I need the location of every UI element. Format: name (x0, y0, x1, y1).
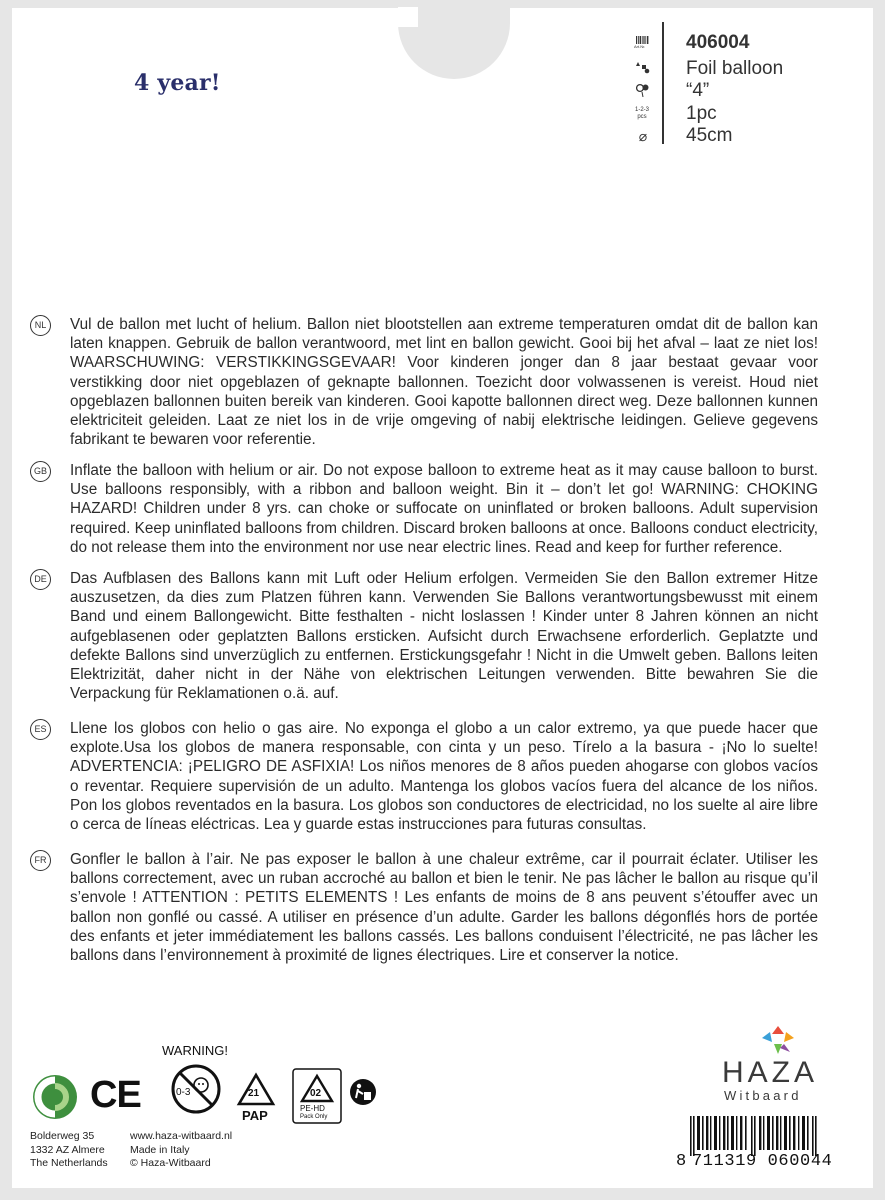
haza-logo (720, 1024, 830, 1104)
art-nr-label: Art.Nr. (634, 44, 646, 49)
lang-badge-de: DE (30, 569, 51, 590)
brand-name: HAZA (722, 1056, 819, 1089)
lang-badge-fr: FR (30, 850, 51, 871)
pcs-icon-label: 1-2-3 pcs (634, 107, 649, 120)
spec-row-model (634, 80, 710, 102)
spec-row-size (634, 125, 733, 147)
instructions-fr: Gonfler le ballon à l’air. Ne pas exposer le ballon à une chaleur extrême, car il pourrait éclater. Utiliser les ballons correctement, avec un ruban accroché au ballon et bien le tenir. Ne pas lâcher le ballon au risque qu’il s’envole ! ATTENTION : PETITS ELEMENTS ! Les enfants de moins de 8 ans peuvent s’étouffer avec un ballon non gonflé ou cassé. A utiliser en présence d’un adulte. Garder les ballons dégonflés hors de portée des enfants et jeter immédiatement les ballons cassés. Les ballons conduisent l’électricité, ne pas lâcher les ballons dans l’environnement à proximité de lignes électriques. Lire et conserver la notice. (70, 851, 818, 965)
quantity: 1pc (686, 103, 717, 124)
web-line2: Made in Italy (130, 1143, 190, 1156)
web-line3: © Haza-Witbaard (130, 1157, 211, 1169)
article-number: 406004 (686, 32, 750, 53)
warning-label: WARNING! (162, 1043, 228, 1058)
brand-sub: Witbaard (724, 1088, 802, 1103)
product-title: 4 year! (134, 70, 221, 96)
product-model: “4” (686, 80, 710, 101)
pehd-number: 02 (310, 1088, 322, 1099)
green-dot-icon (32, 1074, 78, 1125)
pehd-sub: Pack Only (300, 1114, 328, 1120)
haza-logo-mark (756, 1024, 800, 1058)
spec-divider (662, 22, 664, 144)
pap-label: PAP (242, 1108, 268, 1123)
size: 45cm (686, 125, 733, 146)
shapes-icon (634, 62, 652, 77)
packaging-card (12, 8, 873, 1188)
address-line1: Bolderweg 35 (30, 1130, 95, 1142)
web-line1: www.haza-witbaard.nl (130, 1130, 233, 1142)
ce-mark-icon: CE (90, 1074, 141, 1116)
spec-row-quantity (634, 103, 717, 125)
lang-badge-es: ES (30, 719, 51, 740)
barcode-digits: 711319 060044 (692, 1152, 833, 1171)
barcode-first-digit: 8 (676, 1152, 687, 1171)
pap-number: 21 (248, 1088, 260, 1099)
pehd-label: PE-HD (300, 1104, 325, 1113)
spec-row-type (634, 58, 784, 80)
lang-badge-nl: NL (30, 315, 51, 336)
instructions-de: Das Aufblasen des Ballons kann mit Luft oder Helium erfolgen. Vermeiden Sie den Ballon extremer Hitze auszusetzen, da dies zum Platzen führen kann. Verwenden Sie Ballons verantwortungsbewusst mit einem Band und einem Ballongewicht. Bitte festhalten - nicht loslassen ! Kinder unter 8 Jahren können an nicht aufgeblasenen oder geplatzten Ballons ersticken. Aufsicht durch Erwachsene erforderlich. Geplatzte und defekte Ballons sind unverzüglich zu entfernen. Erstickungsgefahr ! Nicht in die Umwelt geben. Ballons leiten Elektrizität, daher nicht in der Nähe von elektrischen Leitungen verwenden. Bitte bewahren Sie die Verpackung für Reklamationen o.ä. auf. (70, 570, 818, 703)
balloon-icon (634, 83, 652, 100)
instructions-es: Llene los globos con helio o gas aire. No exponga el globo a un calor extremo, ya que puede hacer que explote.Usa los globos de manera responsable, con cinta y un peso. Tírelo a la basura - ¡No lo suelte! ADVERTENCIA: ¡PELIGRO DE ASFIXIA! Los niños menores de 8 años pueden ahogarse con globos vacíos o reventar. Requiere supervisión de un adulto. Mantenga los globos vacíos fuera del alcance de los niños. Pon los globos reventados en la basura. Los globos son conductores de electricidad, no los suelte al aire libre o cerca de líneas eléctricas. Lea y guarde estas instrucciones para futuras consultas. (70, 720, 818, 834)
hang-hole (398, 7, 510, 79)
spec-row-article (634, 32, 750, 54)
lang-badge-gb: GB (30, 461, 51, 482)
address-block (30, 1130, 108, 1171)
instructions-gb: Inflate the balloon with helium or air. Do not expose balloon to extreme heat as it may cause balloon to burst. Use balloons responsibly, with a ribbon and balloon weight. Bin it – don’t let go! WARNING: CHOKING HAZARD! Children under 8 yrs. can choke or suffocate on uninflated or broken balloons. Adult supervision required. Keep uninflated balloons from children. Discard broken balloons at once. Balloons conduct electricity, do not release them into the environment nor use near electric lines. Read and keep for further reference. (70, 462, 818, 556)
tidyman-icon (349, 1078, 377, 1111)
instructions-nl: Vul de ballon met lucht of helium. Ballon niet blootstellen aan extreme temperaturen omdat dit de ballon kan laten knappen. Gebruik de ballon verantwoord, met lint en ballon gewicht. Gooi bij het afval – laat ze niet los! WAARSCHUWING: VERSTIKKINGSGEVAAR! Voor kinderen jonger dan 8 jaar bestaat gevaar voor verstikking door niet opgeblazen of geknapte ballonnen. Toezicht door volwassenen is vereist. Houd niet opgeblazen ballonnen buiten bereik van kinderen. Gooi kapotte ballonnen direct weg. Deze ballonnen kunnen elektriciteit geleiden. Laat ze niet los in de vrije omgeving of nabij elektrische leidingen. Gelieve gegevens fabrikant te bewaren voor referentie. (70, 316, 818, 449)
pcs-icon (634, 107, 652, 121)
address-line2: 1332 AZ Almere (30, 1143, 105, 1156)
age-label: 0-3 (176, 1087, 191, 1098)
diameter-icon: ⌀ (638, 127, 648, 144)
address-line3: The Netherlands (30, 1157, 108, 1169)
web-block (130, 1130, 232, 1171)
product-type: Foil balloon (686, 58, 784, 79)
